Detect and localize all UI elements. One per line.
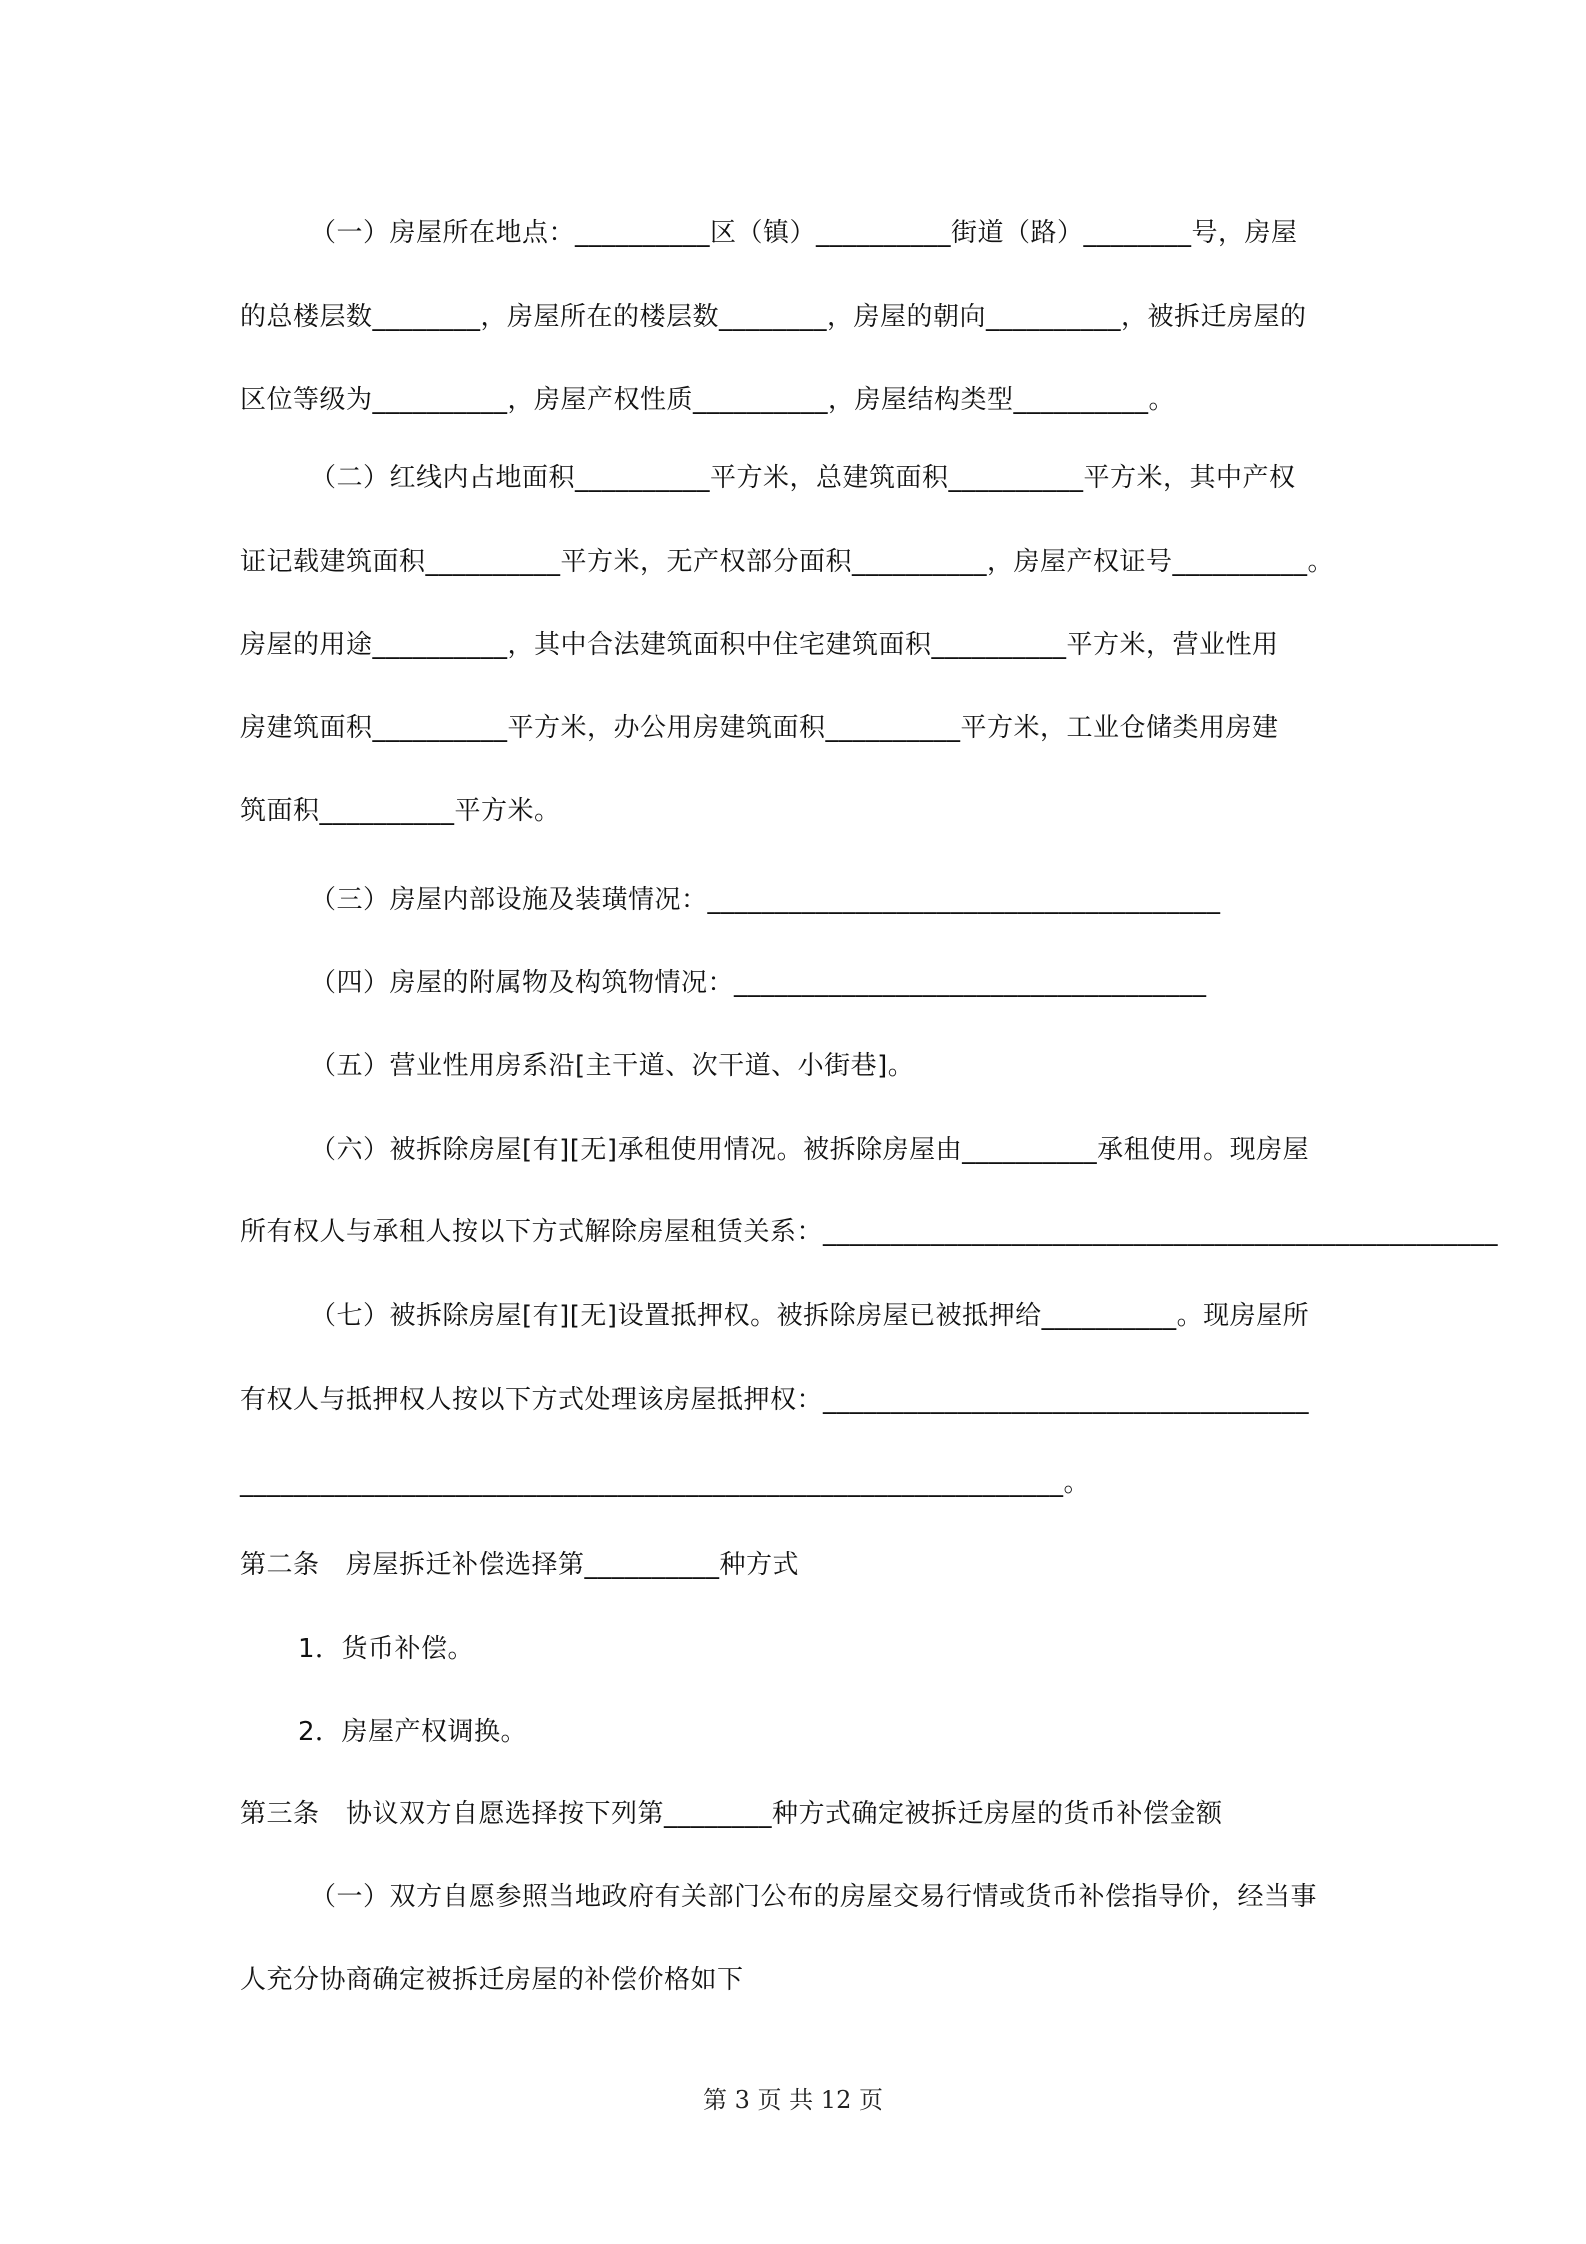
paragraph-line: 房建筑面积__________平方米，办公用房建筑面积__________平方米，工业仓储类用房建 (240, 713, 1279, 743)
list-item: 2．房屋产权调换。 (298, 1717, 528, 1747)
paragraph-line: 的总楼层数________，房屋所在的楼层数________，房屋的朝向__________，被拆迁房屋的 (240, 302, 1307, 332)
paragraph-line: （一）房屋所在地点：__________区（镇）__________街道（路）________号，房屋 (310, 218, 1298, 248)
paragraph-line: 所有权人与承租人按以下方式解除房屋租赁关系：__________________________________________________ (240, 1217, 1499, 1247)
paragraph-line: （三）房屋内部设施及装璜情况：______________________________________ (310, 885, 1221, 915)
paragraph-line: 证记载建筑面积__________平方米，无产权部分面积__________，房屋产权证号__________。 (240, 547, 1335, 577)
page-number-footer: 第 3 页 共 12 页 (703, 2086, 883, 2114)
paragraph-line: 人充分协商确定被拆迁房屋的补偿价格如下 (240, 1965, 744, 1995)
article-heading: 第三条 协议双方自愿选择按下列第________种方式确定被拆迁房屋的货币补偿金额 (240, 1799, 1223, 1829)
list-item: 1．货币补偿。 (298, 1634, 475, 1664)
paragraph-line: 区位等级为__________，房屋产权性质__________，房屋结构类型__________。 (240, 385, 1176, 415)
paragraph-line: （六）被拆除房屋[有][无]承租使用情况。被拆除房屋由__________承租使用。现房屋 (310, 1135, 1310, 1165)
paragraph-line: （二）红线内占地面积__________平方米，总建筑面积__________平方米，其中产权 (310, 463, 1296, 493)
paragraph-line: （七）被拆除房屋[有][无]设置抵押权。被拆除房屋已被抵押给__________。现房屋所 (310, 1301, 1310, 1331)
paragraph-line: 有权人与抵押权人按以下方式处理该房屋抵押权：____________________________________ (240, 1385, 1310, 1415)
paragraph-line: 房屋的用途__________，其中合法建筑面积中住宅建筑面积__________平方米，营业性用 (240, 630, 1279, 660)
paragraph-line: _____________________________________________________________。 (240, 1468, 1090, 1498)
article-heading: 第二条 房屋拆迁补偿选择第__________种方式 (240, 1550, 800, 1580)
paragraph-line: 筑面积__________平方米。 (240, 796, 561, 826)
paragraph-line: （四）房屋的附属物及构筑物情况：___________________________________ (310, 968, 1207, 998)
paragraph-line: （一）双方自愿参照当地政府有关部门公布的房屋交易行情或货币补偿指导价，经当事 (310, 1882, 1318, 1912)
paragraph-line: （五）营业性用房系沿[主干道、次干道、小街巷]。 (310, 1051, 915, 1081)
